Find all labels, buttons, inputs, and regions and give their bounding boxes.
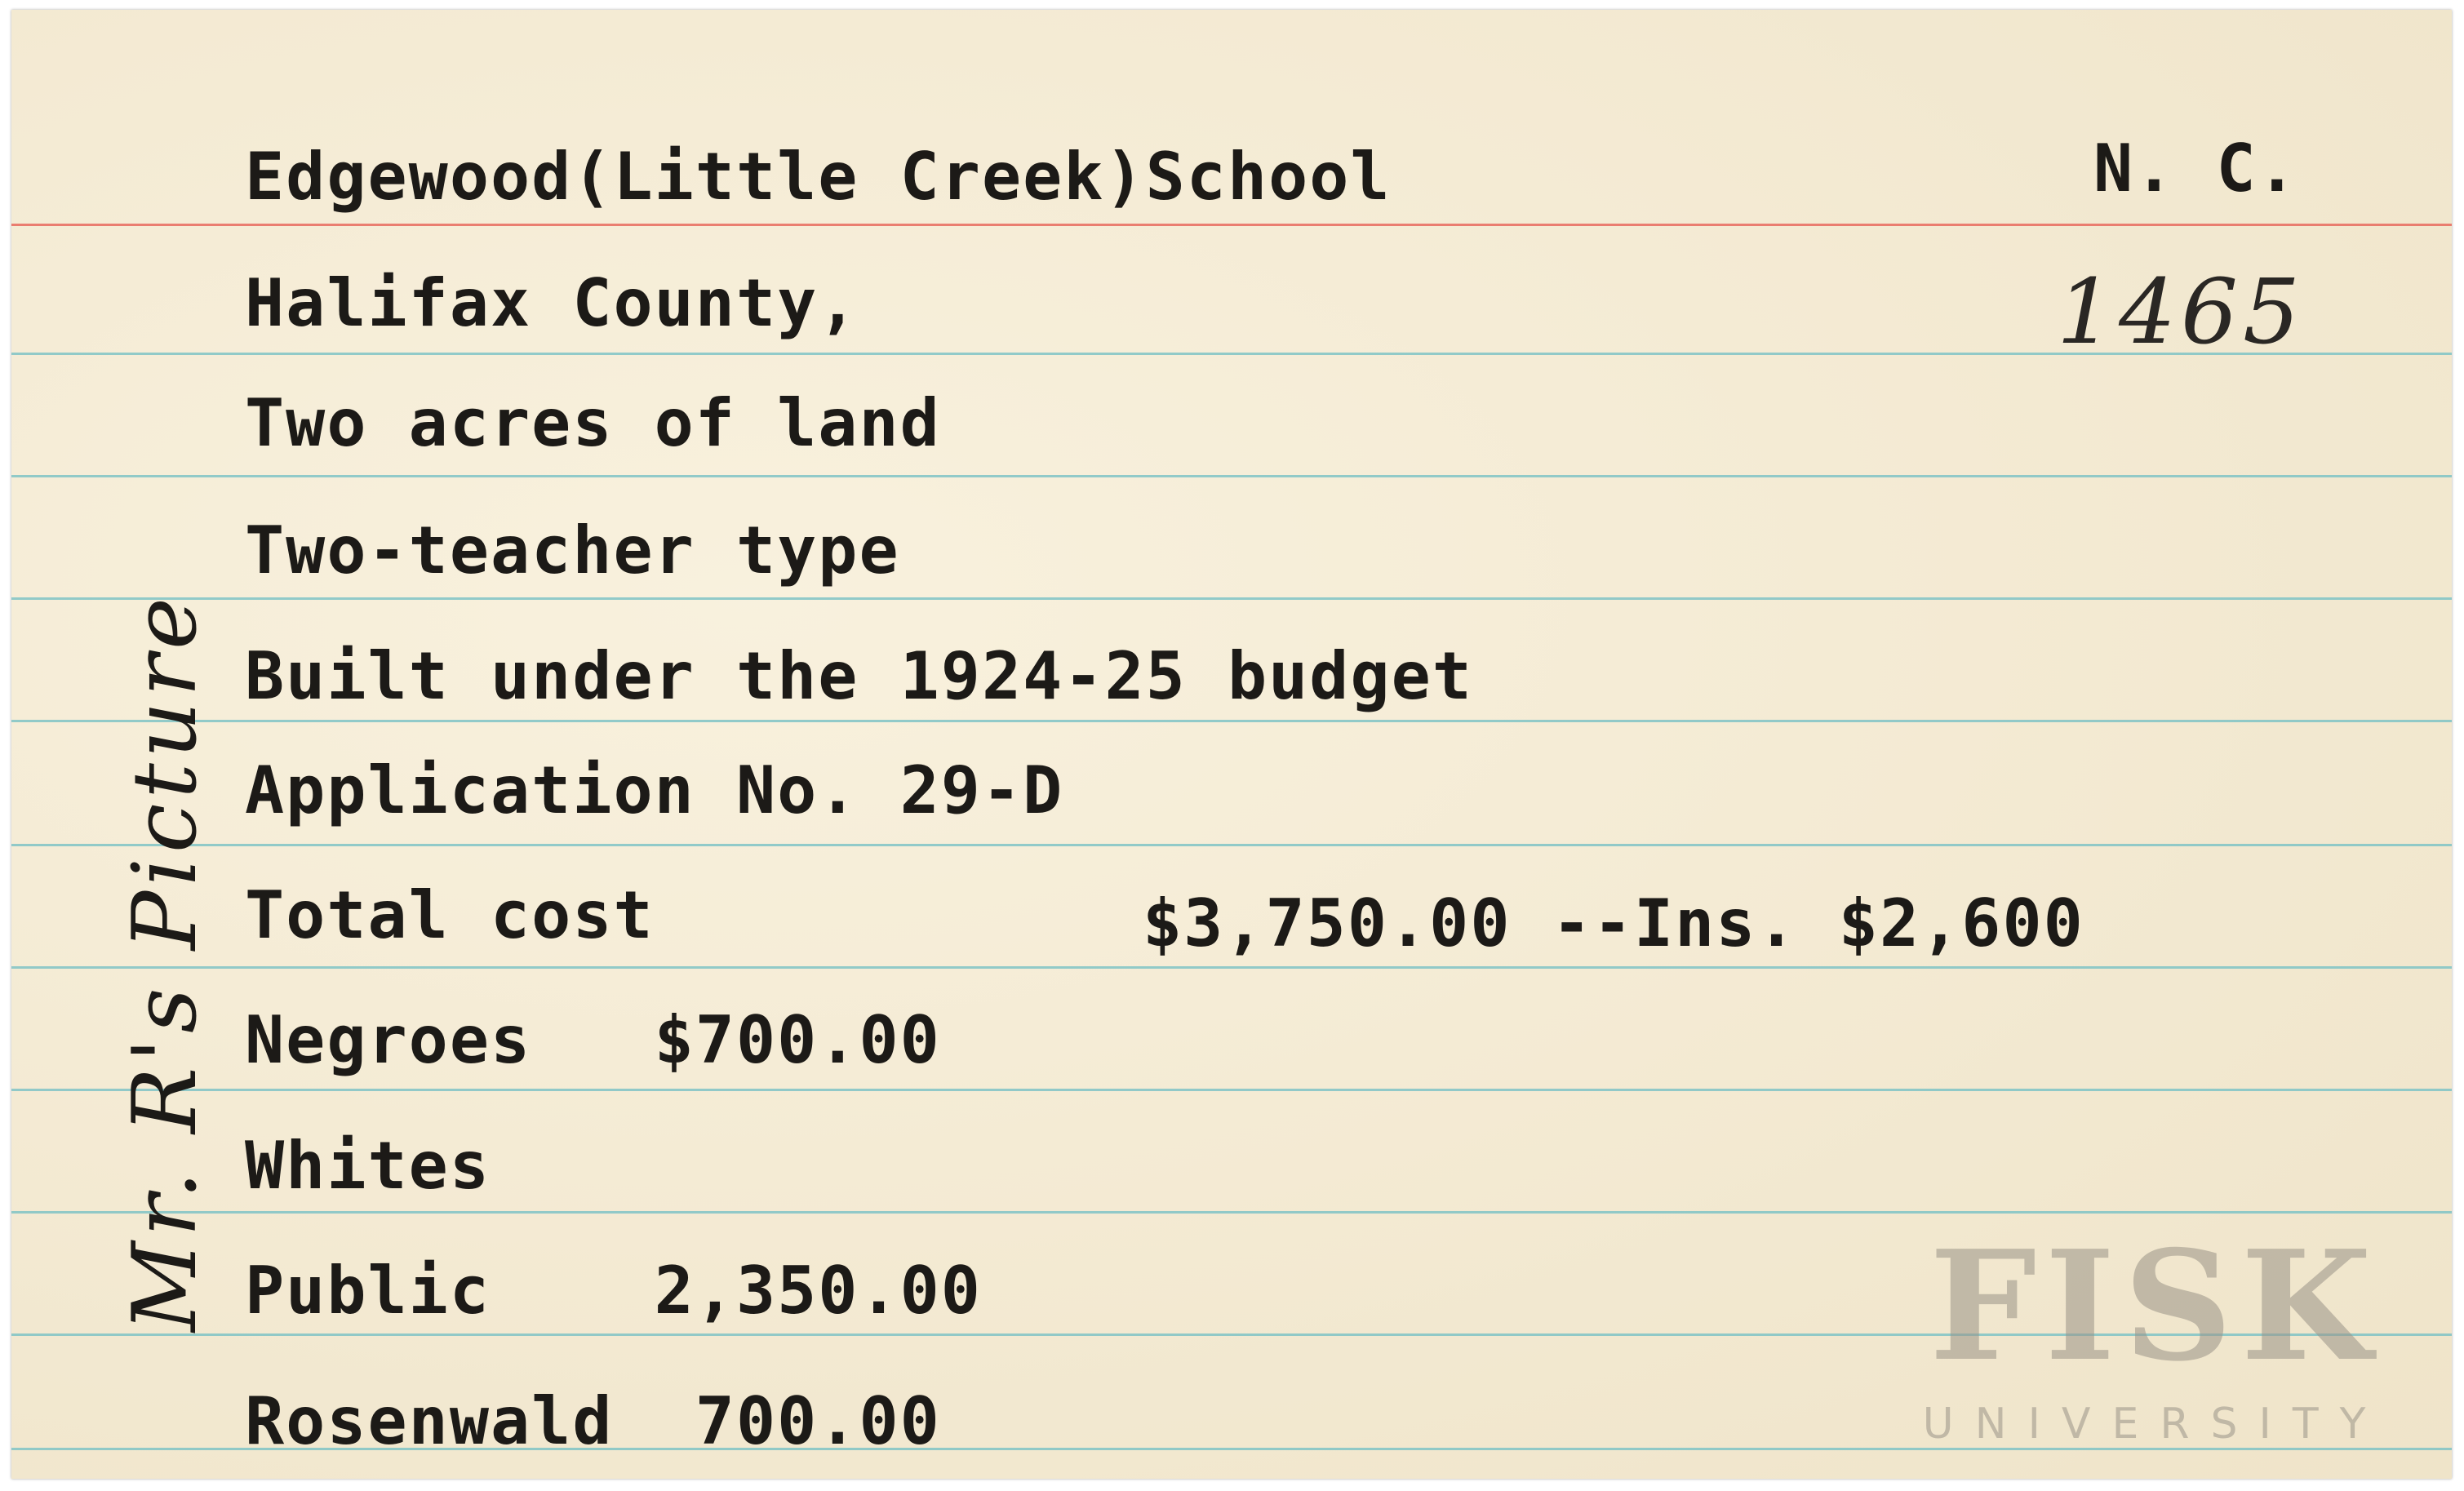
blue-rule xyxy=(11,1089,2452,1091)
negroes-contribution: Negroes $700.00 xyxy=(245,1002,941,1078)
total-cost-value: $3,750.00 --Ins. $2,600 xyxy=(1143,885,2084,961)
watermark-subtitle: UNIVERSITY xyxy=(1922,1400,2387,1449)
fisk-university-watermark xyxy=(1869,1224,2440,1469)
county: Halifax County, xyxy=(245,265,859,341)
total-cost-label: Total cost xyxy=(245,877,655,953)
handwritten-side-note: Mr. R's Picture xyxy=(114,592,216,1332)
blue-rule xyxy=(11,720,2452,722)
watermark-name: FISK xyxy=(1929,1224,2381,1395)
state-abbrev: N. C. xyxy=(2093,131,2298,206)
blue-rule xyxy=(11,1211,2452,1214)
blue-rule xyxy=(11,475,2452,477)
blue-rule xyxy=(11,597,2452,600)
card-number-handwritten: 1465 xyxy=(2057,260,2305,364)
application-number: Application No. 29-D xyxy=(245,752,1064,828)
red-rule xyxy=(11,224,2452,226)
blue-rule xyxy=(11,966,2452,969)
public-contribution: Public 2,350.00 xyxy=(245,1253,982,1329)
school-type: Two-teacher type xyxy=(245,513,900,588)
whites-contribution: Whites xyxy=(245,1128,491,1204)
land: Two acres of land xyxy=(245,385,941,461)
school-name: Edgewood(Little Creek)School xyxy=(245,139,1392,215)
blue-rule xyxy=(11,844,2452,846)
budget-year: Built under the 1924-25 budget xyxy=(245,638,1473,714)
rosenwald-contribution: Rosenwald 700.00 xyxy=(245,1383,941,1459)
